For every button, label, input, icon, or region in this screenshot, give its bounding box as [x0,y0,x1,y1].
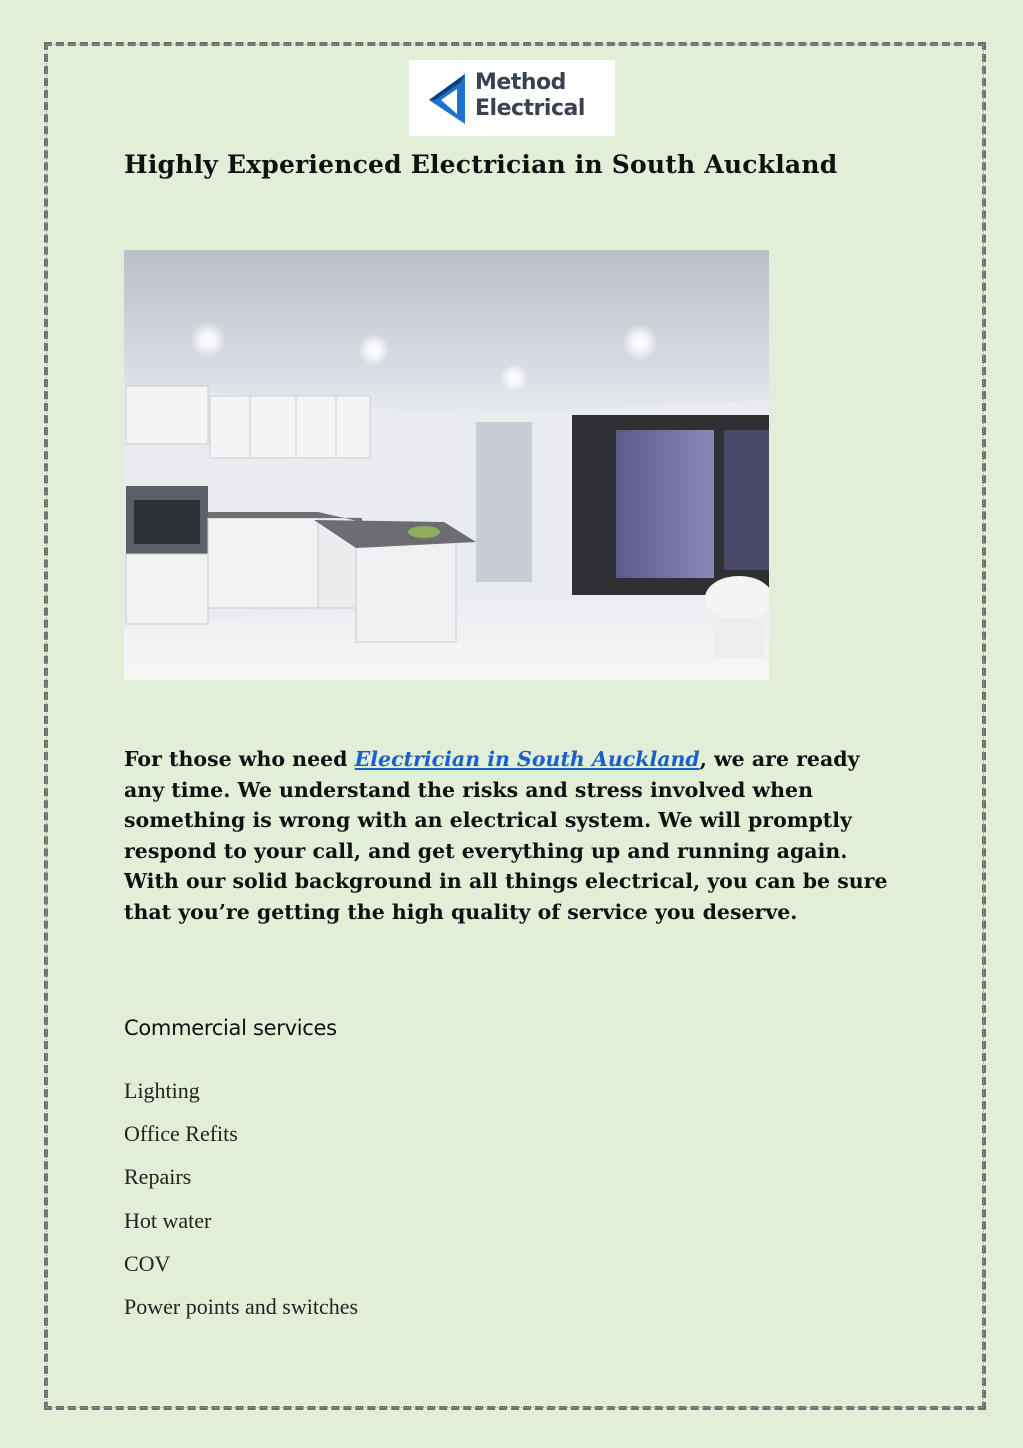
electrician-south-auckland-link[interactable]: Electrician in South Auckland [354,747,700,771]
commercial-services-heading: Commercial services [124,1016,337,1040]
service-repairs: Repairs [124,1164,192,1190]
services-list [124,1074,358,1333]
page-title: Highly Experienced Electrician in South Auckland [124,150,838,179]
intro-text-start: For those who need [124,747,355,771]
service-lighting: Lighting [124,1078,200,1103]
intro-paragraph [124,744,904,927]
kitchen-photo [124,250,769,680]
intro-text-end: , we are ready any time. We understand the risks and stress involved when something is wrong with an electrical system. We will promptly respond to your call, and get everything up and running again. With our solid background in all things electrical, you can be sure that you’re getting the high quality of service you deserve. [124,747,888,924]
logo-mark-icon [425,70,471,126]
logo-line-1: Method [475,70,566,95]
kitchen-illustration [124,250,769,680]
method-electrical-logo[interactable] [409,60,615,136]
logo-wordmark [475,70,585,122]
service-cov: COV [124,1250,171,1276]
service-hot-water: Hot water [124,1207,212,1233]
service-power-points: Power points and switches [124,1293,359,1319]
service-office-refits: Office Refits [124,1121,238,1147]
logo-line-2: Electrical [475,96,585,121]
